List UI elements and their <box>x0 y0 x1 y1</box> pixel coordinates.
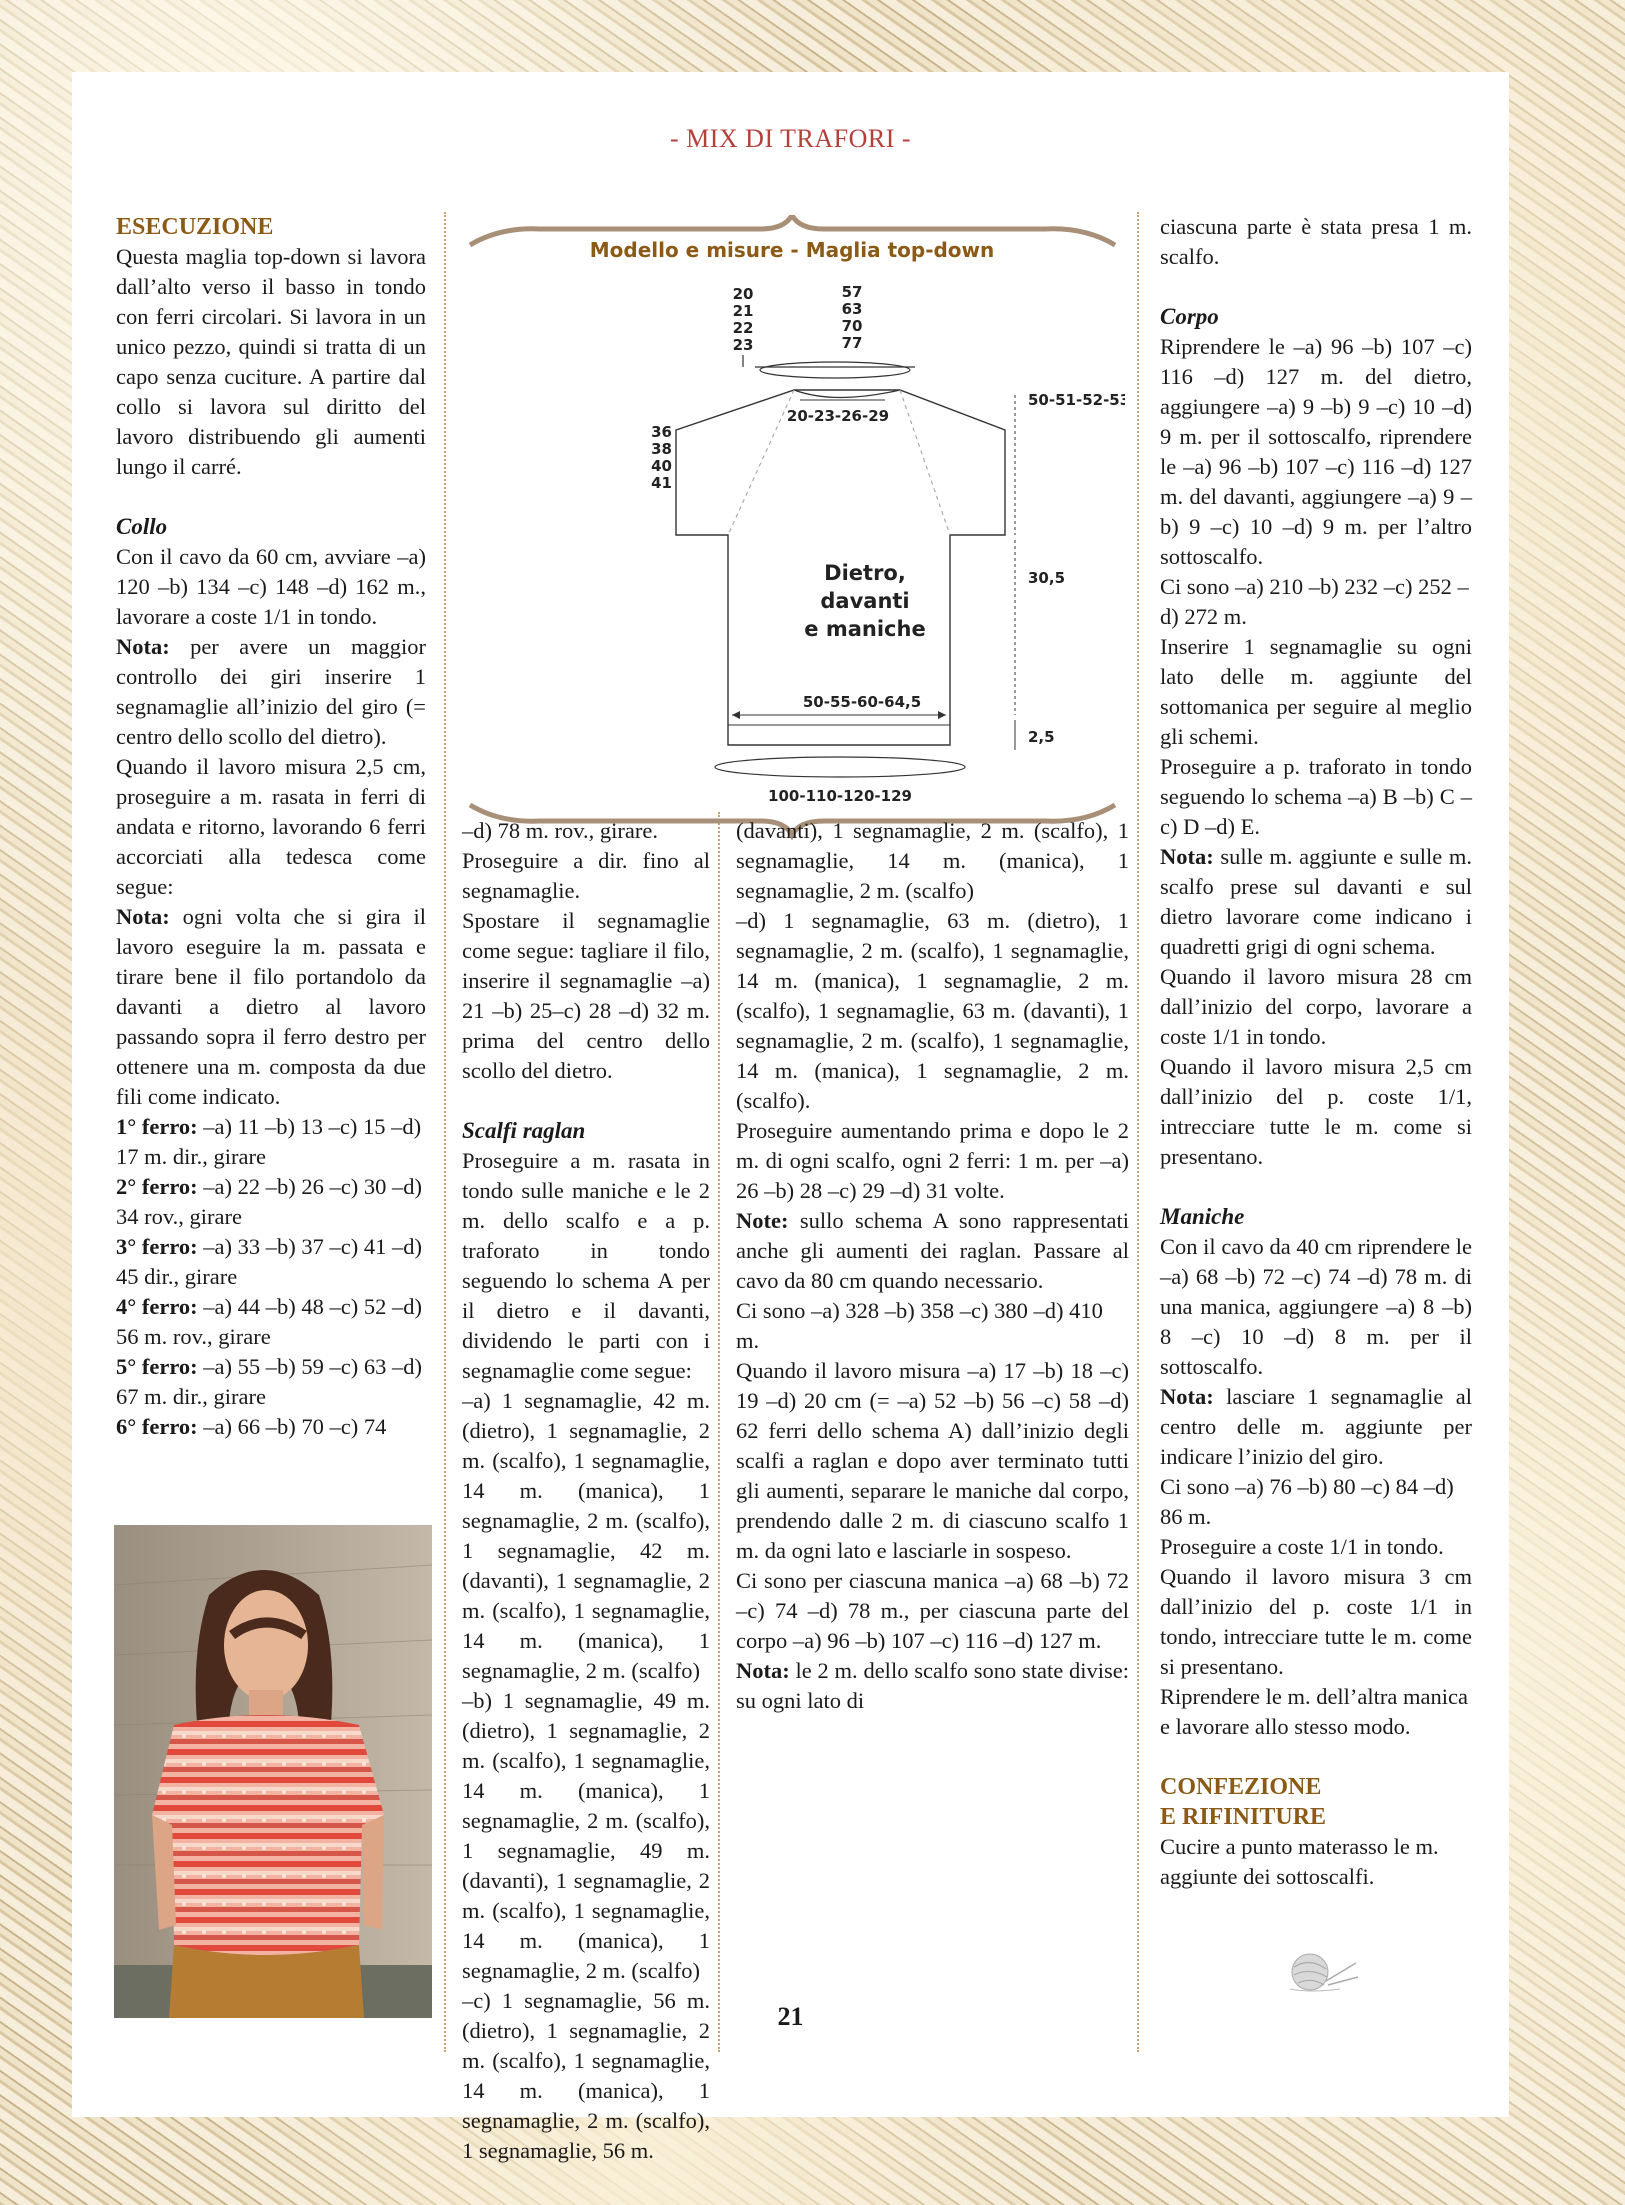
col2-text-3: Spostare il segnamaglie come segue: tagliare il filo, inserire il segnamaglie –a) 21 –b) 25–c) 28 –d) 32 m. prima del centro dello scollo del dietro. <box>462 908 710 1083</box>
column-1 <box>116 212 426 1442</box>
corpo-text-3: Inserire 1 segnamaglie su ogni lato delle m. aggiunte del sottomanica per seguire al meglio gli schemi. <box>1160 634 1472 749</box>
col3-note-2 <box>736 1656 1129 1716</box>
heading-rifiniture: E RIFINITURE <box>1160 1804 1327 1830</box>
ferro-label: 2° ferro: <box>116 1174 198 1199</box>
magazine-page <box>72 72 1509 2163</box>
neck-top-label: 77 <box>841 334 863 352</box>
center-label: e maniche <box>804 617 926 641</box>
ferro-label: 5° ferro: <box>116 1354 198 1379</box>
page-number: 21 <box>777 2002 804 2031</box>
note-label: Nota: <box>1160 844 1214 869</box>
column-2 <box>462 816 710 2166</box>
ferro-row <box>116 1352 426 1412</box>
collo-text-2: Quando il lavoro misura 2,5 cm, proseguire a m. rasata in ferri di andata e ritorno, lavorando 6 ferri accorciati alla tedesca come segue: <box>116 754 426 899</box>
col3-text-1: (davanti), 1 segnamaglie, 2 m. (scalfo), 1 segnamaglie, 14 m. (manica), 1 segnamaglie, 2 m. (scalfo) <box>736 818 1129 903</box>
scalfi-text: Proseguire a m. rasata in tondo sulle maniche e le 2 m. dello scalfo e a p. traforato in tondo seguendo lo schema A per il dietro e il davanti, dividendo le parti con i segnamaglie come segue: <box>462 1148 710 1383</box>
corpo-text-4: Proseguire a p. traforato in tondo seguendo lo schema –a) B –b) C –c) D –d) E. <box>1160 754 1472 839</box>
corpo-text-5: Quando il lavoro misura 28 cm dall’inizio del corpo, lavorare a coste 1/1 in tondo. <box>1160 964 1472 1049</box>
note-label: Note: <box>736 1208 789 1233</box>
sleeve-size-label: 36 <box>651 423 672 441</box>
maniche-text-3: Proseguire a coste 1/1 in tondo. <box>1160 1534 1444 1559</box>
ferro-row <box>116 1412 426 1442</box>
heading-scalfi-raglan: Scalfi raglan <box>462 1118 586 1143</box>
corpo-text: Riprendere le –a) 96 –b) 107 –c) 116 –d) 127 m. del dietro, aggiungere –a) 9 –b) 9 –c) 10 –d) 9 m. per il sottoscalfo, riprendere le –a) 96 –b) 107 –c) 116 –d) 127 m. del davanti, aggiungere –a) 9 –b) 9 –c) 10 –d) 9 m. per l’altro sottoscalfo. <box>1160 334 1472 569</box>
column-4 <box>1160 212 1472 1892</box>
heading-collo: Collo <box>116 514 168 539</box>
note-text: le 2 m. dello scalfo sono state divise: su ogni lato di <box>736 1658 1129 1713</box>
hem-circumference-label: 100-110-120-129 <box>768 787 912 805</box>
collo-note <box>116 632 426 752</box>
col2-text-2: Proseguire a dir. fino al segnamaglie. <box>462 848 710 903</box>
sleeve-size-label: 41 <box>651 474 672 492</box>
neck-left-label: 23 <box>732 336 754 354</box>
column-divider <box>1137 212 1139 2052</box>
note-text: ogni volta che si gira il lavoro eseguire la m. passata e tirare bene il filo portandolo da davanti a dietro al lavoro passando sopra il ferro destro per ottenere una m. composta da due fili come indicato. <box>116 904 426 1109</box>
ferro-text: –a) 66 –b) 70 –c) 74 <box>197 1414 387 1439</box>
maniche-text-2: Ci sono –a) 76 –b) 80 –c) 84 –d) 86 m. <box>1160 1474 1454 1529</box>
col4-text-1: ciascuna parte è stata presa 1 m. scalfo. <box>1160 214 1472 269</box>
ferro-label: 4° ferro: <box>116 1294 198 1319</box>
confezione-text: Cucire a punto materasso le m. aggiunte dei sottoscalfi. <box>1160 1834 1439 1889</box>
maniche-note <box>1160 1382 1472 1472</box>
size-d-text: –d) 1 segnamaglie, 63 m. (dietro), 1 segnamaglie, 2 m. (scalfo), 1 segnamaglie, 14 m. (manica), 1 segnamaglie, 2 m. (scalfo), 1 segnamaglie, 63 m. (davanti), 1 segnamaglie, 2 m. (scalfo), 1 segnamaglie, 14 m. (manica), 1 segnamaglie, 2 m. (scalfo). <box>736 908 1129 1113</box>
column-divider <box>444 212 446 2052</box>
ferro-label: 3° ferro: <box>116 1234 198 1259</box>
note-label: Nota: <box>736 1658 790 1683</box>
corpo-text-6: Quando il lavoro misura 2,5 cm dall’inizio del p. coste 1/1, intrecciare tutte le m. come si presentano. <box>1160 1054 1472 1169</box>
body-width-label: 50-55-60-64,5 <box>802 693 922 711</box>
neck-left-label: 21 <box>732 302 754 320</box>
note-text: per avere un maggior controllo dei giri inserire 1 segnamaglie all’inizio del giro (= centro dello scollo del dietro). <box>116 634 426 749</box>
ferro-row <box>116 1112 426 1172</box>
raglan-width-label: 20-23-26-29 <box>786 407 890 425</box>
sleeve-size-label: 40 <box>651 457 672 475</box>
ferro-row <box>116 1292 426 1352</box>
note-label: Nota: <box>1160 1384 1214 1409</box>
shoulder-depth-label: 50-51-52-53 <box>1028 391 1125 409</box>
ferro-text: –a) 11 –b) 13 –c) 15 –d) 17 m. dir., girare <box>116 1114 422 1169</box>
esecuzione-text: Questa maglia top-down si lavora dall’alto verso il basso in tondo con ferri circolari. Si lavora in un unico pezzo, quindi si tratta di un capo senza cuciture. A partire dal collo si lavora sul diritto del lavoro distribuendo gli aumenti lungo il carré. <box>116 244 426 479</box>
col3-text-5: Ci sono per ciascuna manica –a) 68 –b) 72 –c) 74 –d) 78 m., per ciascuna parte del corpo –a) 96 –b) 107 –c) 116 –d) 127 m. <box>736 1568 1129 1653</box>
model-photo <box>114 1525 432 2018</box>
diagram-title: Modello e misure - Maglia top-down <box>589 238 995 262</box>
center-label: davanti <box>820 589 910 613</box>
rib-height-label: 2,5 <box>1028 728 1055 746</box>
note-text: sulle m. aggiunte e sulle m. scalfo prese sul davanti e sul dietro lavorare come indicano i quadretti grigi di ogni schema. <box>1160 844 1472 959</box>
size-a-text: –a) 1 segnamaglie, 42 m. (dietro), 1 segnamaglie, 2 m. (scalfo), 1 segnamaglie, 14 m. (manica), 1 segnamaglie, 2 m. (scalfo), 1 segnamaglie, 42 m. (davanti), 1 segnamaglie, 2 m. (scalfo), 1 segnamaglie, 14 m. (manica), 1 segnamaglie, 2 m. (scalfo) <box>462 1388 710 1683</box>
neck-top-label: 57 <box>841 283 863 301</box>
ferro-text: –a) 55 –b) 59 –c) 63 –d) 67 m. dir., girare <box>116 1354 422 1409</box>
sleeve-size-label: 38 <box>651 440 672 458</box>
yarn-ball-icon <box>1280 1947 1360 1997</box>
col3-text-3: Ci sono –a) 328 –b) 358 –c) 380 –d) 410 m. <box>736 1298 1103 1353</box>
collo-note-2 <box>116 902 426 1112</box>
maniche-text: Con il cavo da 40 cm riprendere le –a) 68 –b) 72 –c) 74 –d) 78 m. di una manica, aggiungere –a) 8 –b) 8 –c) 10 –d) 8 m. per il sottoscalfo. <box>1160 1234 1472 1379</box>
page-header: - MIX DI TRAFORI - <box>669 124 912 153</box>
column-3 <box>736 816 1129 1716</box>
ferro-label: 6° ferro: <box>116 1414 198 1439</box>
neck-left-label: 20 <box>732 285 754 303</box>
measurement-diagram <box>460 215 1125 845</box>
note-label: Nota: <box>116 634 170 659</box>
maniche-text-5: Riprendere le m. dell’altra manica e lavorare allo stesso modo. <box>1160 1684 1468 1739</box>
heading-esecuzione: ESECUZIONE <box>116 214 274 240</box>
size-b-text: –b) 1 segnamaglie, 49 m. (dietro), 1 segnamaglie, 2 m. (scalfo), 1 segnamaglie, 14 m. (manica), 1 segnamaglie, 2 m. (scalfo), 1 segnamaglie, 49 m. (davanti), 1 segnamaglie, 2 m. (scalfo), 1 segnamaglie, 14 m. (manica), 1 segnamaglie, 2 m. (scalfo) <box>462 1688 710 1983</box>
ferro-row <box>116 1172 426 1232</box>
note-text: lasciare 1 segnamaglie al centro delle m. aggiunte per indicare l’inizio del giro. <box>1160 1384 1472 1469</box>
corpo-note <box>1160 842 1472 962</box>
heading-confezione: CONFEZIONE <box>1160 1774 1322 1800</box>
column-divider <box>718 812 720 2052</box>
ferro-text: –a) 44 –b) 48 –c) 52 –d) 56 m. rov., girare <box>116 1294 422 1349</box>
center-label: Dietro, <box>824 561 906 585</box>
neck-top-label: 63 <box>841 300 863 318</box>
body-length-label: 30,5 <box>1028 569 1066 587</box>
collo-text: Con il cavo da 60 cm, avviare –a) 120 –b) 134 –c) 148 –d) 162 m., lavorare a coste 1/1 in tondo. <box>116 544 426 629</box>
ferro-label: 1° ferro: <box>116 1114 198 1139</box>
neck-left-label: 22 <box>732 319 754 337</box>
note-label: Nota: <box>116 904 170 929</box>
heading-corpo: Corpo <box>1160 304 1219 329</box>
col3-text-2: Proseguire aumentando prima e dopo le 2 m. di ogni scalfo, ogni 2 ferri: 1 m. per –a) 26 –b) 28 –c) 29 –d) 31 volte. <box>736 1118 1129 1203</box>
heading-maniche: Maniche <box>1160 1204 1245 1229</box>
neck-top-label: 70 <box>841 317 863 335</box>
maniche-text-4: Quando il lavoro misura 3 cm dall’inizio del p. coste 1/1 in tondo, intrecciare tutte le m. come si presentano. <box>1160 1564 1472 1679</box>
col2-text-1: –d) 78 m. rov., girare. <box>462 818 658 843</box>
note-text: sullo schema A sono rappresentati anche gli aumenti dei raglan. Passare al cavo da 80 cm quando necessario. <box>736 1208 1129 1293</box>
ferro-row <box>116 1232 426 1292</box>
col3-note <box>736 1206 1129 1296</box>
col3-text-4: Quando il lavoro misura –a) 17 –b) 18 –c) 19 –d) 20 cm (= –a) 52 –b) 56 –c) 58 –d) 62 ferri dello schema A) dall’inizio degli scalfi a raglan e dopo aver terminato tutti gli aumenti, separare le maniche dal corpo, prendendo dalle 2 m. di ciascuno scalfo 1 m. da ogni lato e lasciarle in sospeso. <box>736 1358 1129 1563</box>
corpo-text-2: Ci sono –a) 210 –b) 232 –c) 252 –d) 272 m. <box>1160 574 1469 629</box>
size-c-text: –c) 1 segnamaglie, 56 m. (dietro), 1 segnamaglie, 2 m. (scalfo), 1 segnamaglie, 14 m. (manica), 1 segnamaglie, 2 m. (scalfo), 1 segnamaglie, 56 m. <box>462 1988 710 2163</box>
ferro-text: –a) 33 –b) 37 –c) 41 –d) 45 dir., girare <box>116 1234 422 1289</box>
ferro-text: –a) 22 –b) 26 –c) 30 –d) 34 rov., girare <box>116 1174 422 1229</box>
